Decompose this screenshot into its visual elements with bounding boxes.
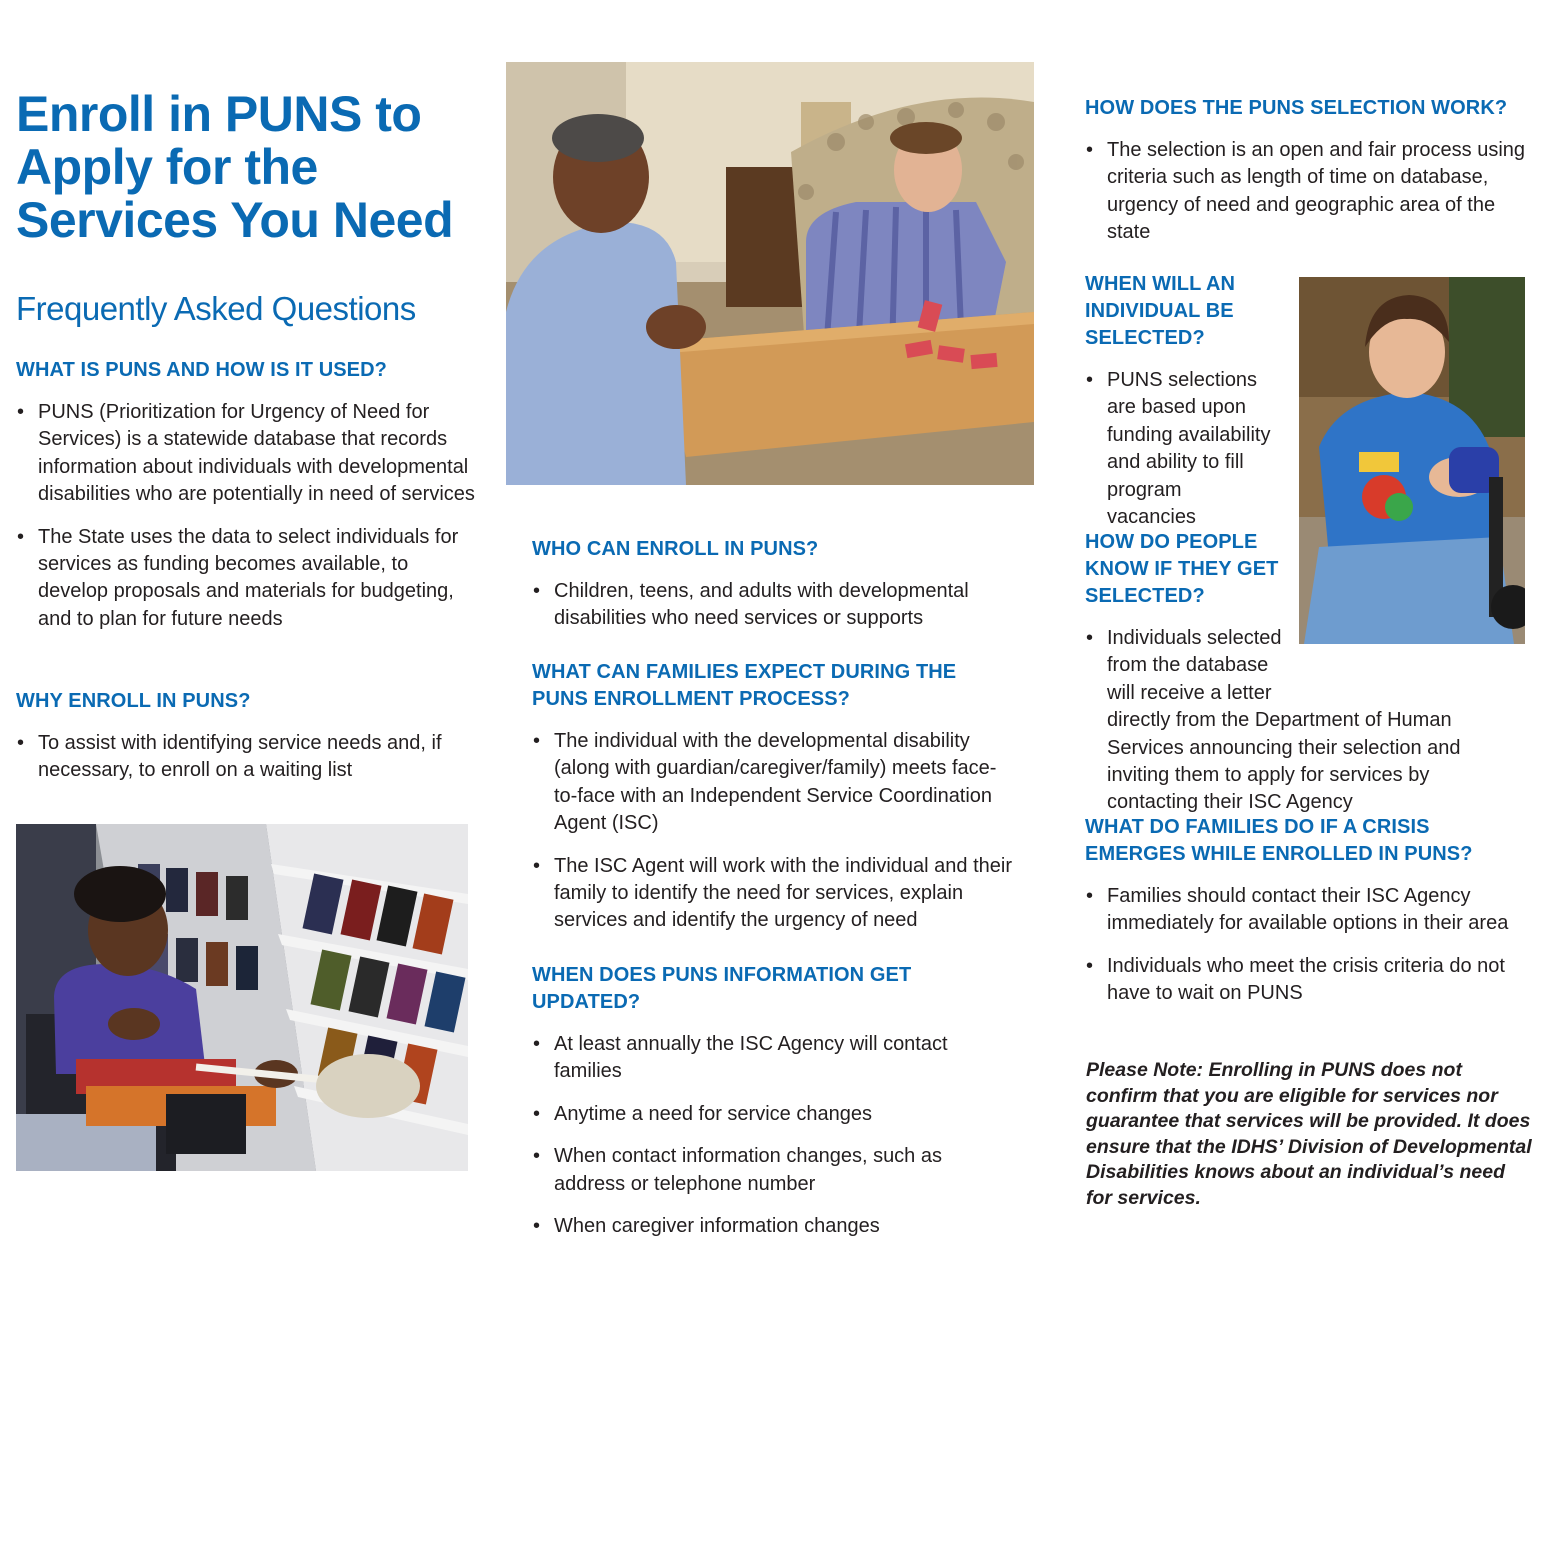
- bullet-item: • Anytime a need for service changes: [532, 1101, 1012, 1128]
- faq-subtitle: Frequently Asked Questions: [16, 290, 416, 327]
- section-heading: HOW DO PEOPLE KNOW IF THEY GET SELECTED?: [1085, 531, 1279, 607]
- section-heading: WHAT DO FAMILIES DO IF A CRISIS EMERGES WHILE ENROLLED IN PUNS?: [1085, 816, 1473, 865]
- section-enrollment-process: [532, 659, 1012, 935]
- section-when-selected: [1085, 271, 1295, 531]
- section-who-can-enroll: [532, 536, 1012, 633]
- bullet-item: • Individuals who meet the crisis criteria do not have to wait on PUNS: [1085, 953, 1535, 1008]
- section-heading: WHEN DOES PUNS INFORMATION GET UPDATED?: [532, 964, 912, 1013]
- bullet-item: • Individuals selected from the database will receive a letter directly from the Department of Human Services announcing their selection and inviting them to apply for services by contacting their ISC Agency: [1085, 625, 1525, 817]
- bullet-item: • When contact information changes, such as address or telephone number: [532, 1143, 1012, 1198]
- section-heading: WHEN WILL AN INDIVIDUAL BE SELECTED?: [1085, 273, 1236, 349]
- section-information-updated: [532, 962, 1012, 1240]
- photo-illustration: [506, 62, 1034, 485]
- bullet-item: • To assist with identifying service needs and, if necessary, to enroll on a waiting list: [16, 730, 476, 785]
- photo-illustration: [16, 824, 468, 1171]
- section-heading: HOW DOES THE PUNS SELECTION WORK?: [1085, 97, 1508, 119]
- section-heading: WHY ENROLL IN PUNS?: [16, 690, 251, 712]
- bullet-list: [1085, 367, 1275, 531]
- bullet-list: [1085, 883, 1535, 1008]
- section-crisis: [1085, 814, 1535, 1008]
- section-heading: WHAT IS PUNS AND HOW IS IT USED?: [16, 359, 387, 381]
- section-heading: WHO CAN ENROLL IN PUNS?: [532, 538, 819, 560]
- photo-woman-wheelchair-dvd-shelves: [16, 824, 468, 1171]
- bullet-list: [16, 399, 476, 633]
- bullet-item: • PUNS (Prioritization for Urgency of Need for Services) is a statewide database that records information about individuals with developmental disabilities who are potentially in need of services: [16, 399, 476, 509]
- bullet-list: [16, 730, 476, 785]
- bullet-item: • When caregiver information changes: [532, 1213, 1012, 1240]
- bullet-list: [532, 1031, 1012, 1240]
- section-why-enroll: [16, 688, 476, 785]
- section-how-know-selected: [1085, 529, 1525, 817]
- bullet-item: • The State uses the data to select individuals for services as funding becomes available, to develop proposals and materials for budgeting, and to plan for future needs: [16, 524, 476, 634]
- please-note: Please Note: Enrolling in PUNS does not confirm that you are eligible for services nor guarantee that services will be provided. It does ensure that the IDHS’ Division of Developmental Disabilities knows about an individual’s need for services.: [1086, 1059, 1532, 1209]
- bullet-list: [1085, 625, 1525, 817]
- bullet-item: • At least annually the ISC Agency will contact families: [532, 1031, 1012, 1086]
- bullet-list: [1085, 137, 1535, 247]
- bullet-list: [532, 728, 1012, 935]
- section-heading: WHAT CAN FAMILIES EXPECT DURING THE PUNS ENROLLMENT PROCESS?: [532, 661, 957, 710]
- bullet-list: [532, 578, 1012, 633]
- section-what-is-puns: [16, 357, 476, 633]
- bullet-item: • The ISC Agent will work with the individual and their family to identify the need for services, explain services and identify the urgency of need: [532, 853, 1012, 935]
- bullet-item: • Children, teens, and adults with developmental disabilities who need services or supports: [532, 578, 1012, 633]
- bullet-item: • The individual with the developmental disability (along with guardian/caregiver/family) meets face-to-face with an Independent Service Coordination Agent (ISC): [532, 728, 1012, 838]
- photo-two-men-playing-cards: [506, 62, 1034, 485]
- bullet-item: • The selection is an open and fair process using criteria such as length of time on database, urgency of need and geographic area of the state: [1085, 137, 1535, 247]
- section-selection-work: [1085, 95, 1535, 247]
- bullet-item: • PUNS selections are based upon funding availability and ability to fill program vacancies: [1085, 367, 1275, 531]
- page-title: Enroll in PUNS to Apply for the Services You Need: [16, 86, 454, 248]
- bullet-item: • Families should contact their ISC Agency immediately for available options in their area: [1085, 883, 1535, 938]
